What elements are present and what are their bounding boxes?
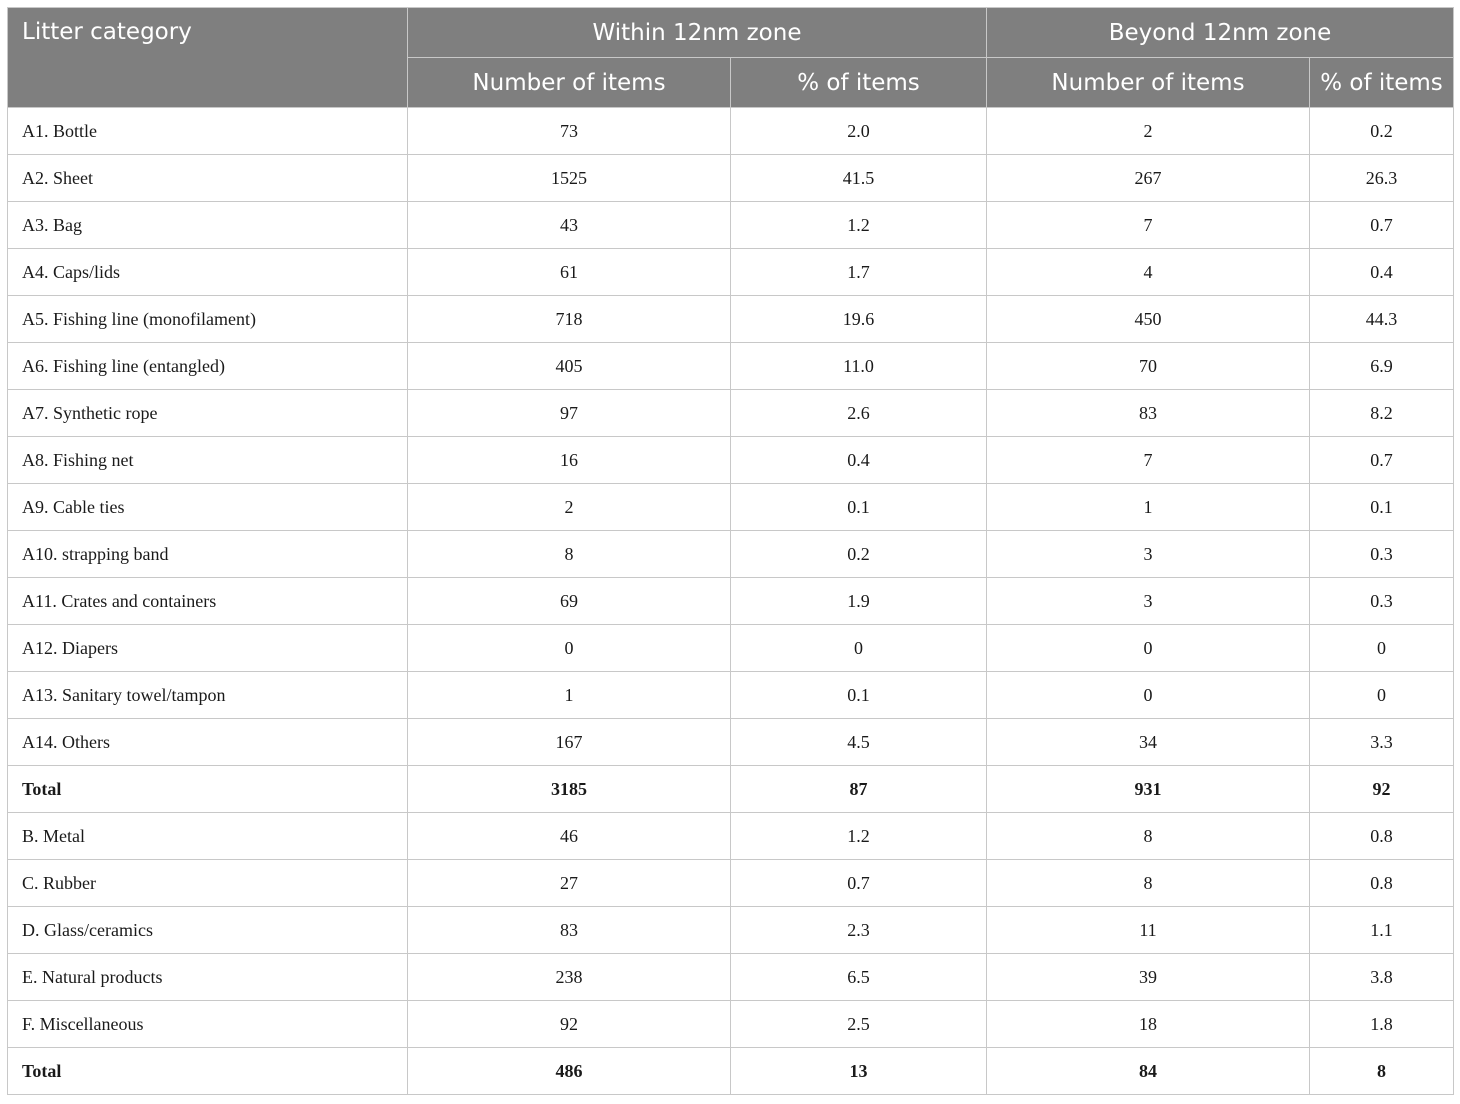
cell-within-percent: 4.5 xyxy=(731,719,987,766)
cell-litter-category: A6. Fishing line (entangled) xyxy=(8,343,408,390)
litter-table xyxy=(7,7,1454,1095)
cell-beyond-number: 2 xyxy=(987,108,1310,155)
table-row-total xyxy=(8,766,1454,813)
table-row xyxy=(8,343,1454,390)
cell-beyond-percent: 0.1 xyxy=(1310,484,1454,531)
cell-within-number: 83 xyxy=(408,907,731,954)
header-beyond-12nm-zone: Beyond 12nm zone xyxy=(987,8,1454,58)
header-row-groups xyxy=(8,8,1454,58)
cell-within-number: 27 xyxy=(408,860,731,907)
cell-within-percent: 0.1 xyxy=(731,484,987,531)
header-beyond-percent-of-items: % of items xyxy=(1310,58,1454,108)
cell-within-number: 1 xyxy=(408,672,731,719)
cell-within-number: 43 xyxy=(408,202,731,249)
cell-beyond-percent: 0.4 xyxy=(1310,249,1454,296)
table-row xyxy=(8,578,1454,625)
table-row xyxy=(8,531,1454,578)
cell-beyond-number: 83 xyxy=(987,390,1310,437)
cell-beyond-number: 0 xyxy=(987,625,1310,672)
cell-within-percent: 2.3 xyxy=(731,907,987,954)
cell-litter-category: A8. Fishing net xyxy=(8,437,408,484)
cell-within-number: 167 xyxy=(408,719,731,766)
cell-within-number: 46 xyxy=(408,813,731,860)
cell-litter-category: A12. Diapers xyxy=(8,625,408,672)
cell-beyond-percent: 0.8 xyxy=(1310,813,1454,860)
cell-litter-category: A9. Cable ties xyxy=(8,484,408,531)
cell-beyond-percent: 44.3 xyxy=(1310,296,1454,343)
cell-beyond-percent: 1.8 xyxy=(1310,1001,1454,1048)
cell-litter-category: A11. Crates and containers xyxy=(8,578,408,625)
cell-within-number: 238 xyxy=(408,954,731,1001)
cell-litter-category: A14. Others xyxy=(8,719,408,766)
cell-within-percent: 0 xyxy=(731,625,987,672)
cell-litter-category: A1. Bottle xyxy=(8,108,408,155)
cell-beyond-percent: 0.3 xyxy=(1310,531,1454,578)
table-row xyxy=(8,155,1454,202)
cell-within-percent: 0.4 xyxy=(731,437,987,484)
table-row xyxy=(8,437,1454,484)
cell-within-percent: 2.5 xyxy=(731,1001,987,1048)
cell-beyond-number: 70 xyxy=(987,343,1310,390)
cell-within-percent: 19.6 xyxy=(731,296,987,343)
header-within-percent-of-items: % of items xyxy=(731,58,987,108)
cell-beyond-percent: 0.8 xyxy=(1310,860,1454,907)
table-body xyxy=(8,108,1454,1095)
table-row xyxy=(8,860,1454,907)
cell-beyond-percent: 8 xyxy=(1310,1048,1454,1095)
cell-within-number: 3185 xyxy=(408,766,731,813)
cell-beyond-number: 84 xyxy=(987,1048,1310,1095)
cell-litter-category: F. Miscellaneous xyxy=(8,1001,408,1048)
table-row xyxy=(8,202,1454,249)
cell-within-number: 405 xyxy=(408,343,731,390)
cell-beyond-percent: 1.1 xyxy=(1310,907,1454,954)
cell-beyond-number: 3 xyxy=(987,578,1310,625)
cell-beyond-number: 931 xyxy=(987,766,1310,813)
table-row xyxy=(8,1001,1454,1048)
table-row xyxy=(8,390,1454,437)
cell-litter-category: A7. Synthetic rope xyxy=(8,390,408,437)
cell-within-percent: 11.0 xyxy=(731,343,987,390)
cell-beyond-percent: 0.3 xyxy=(1310,578,1454,625)
cell-litter-category: Total xyxy=(8,1048,408,1095)
cell-within-number: 0 xyxy=(408,625,731,672)
cell-litter-category: B. Metal xyxy=(8,813,408,860)
cell-beyond-number: 450 xyxy=(987,296,1310,343)
table-row xyxy=(8,296,1454,343)
cell-beyond-number: 3 xyxy=(987,531,1310,578)
cell-beyond-number: 8 xyxy=(987,813,1310,860)
cell-within-number: 61 xyxy=(408,249,731,296)
cell-beyond-number: 11 xyxy=(987,907,1310,954)
cell-beyond-percent: 6.9 xyxy=(1310,343,1454,390)
cell-beyond-percent: 8.2 xyxy=(1310,390,1454,437)
table-row-total xyxy=(8,1048,1454,1095)
cell-litter-category: E. Natural products xyxy=(8,954,408,1001)
cell-beyond-percent: 3.8 xyxy=(1310,954,1454,1001)
cell-within-number: 69 xyxy=(408,578,731,625)
cell-beyond-number: 34 xyxy=(987,719,1310,766)
cell-within-percent: 0.2 xyxy=(731,531,987,578)
cell-within-percent: 1.2 xyxy=(731,202,987,249)
cell-litter-category: A5. Fishing line (monofilament) xyxy=(8,296,408,343)
table-row xyxy=(8,907,1454,954)
cell-beyond-number: 0 xyxy=(987,672,1310,719)
table-row xyxy=(8,249,1454,296)
cell-litter-category: A4. Caps/lids xyxy=(8,249,408,296)
table-row xyxy=(8,625,1454,672)
table-row xyxy=(8,108,1454,155)
cell-within-number: 73 xyxy=(408,108,731,155)
cell-litter-category: A2. Sheet xyxy=(8,155,408,202)
table-row xyxy=(8,719,1454,766)
cell-within-number: 97 xyxy=(408,390,731,437)
cell-litter-category: D. Glass/ceramics xyxy=(8,907,408,954)
table-row xyxy=(8,672,1454,719)
cell-litter-category: Total xyxy=(8,766,408,813)
cell-beyond-number: 267 xyxy=(987,155,1310,202)
cell-beyond-number: 18 xyxy=(987,1001,1310,1048)
cell-within-percent: 1.7 xyxy=(731,249,987,296)
cell-beyond-number: 1 xyxy=(987,484,1310,531)
cell-litter-category: A10. strapping band xyxy=(8,531,408,578)
cell-beyond-number: 8 xyxy=(987,860,1310,907)
header-within-12nm-zone: Within 12nm zone xyxy=(408,8,987,58)
cell-beyond-percent: 0.2 xyxy=(1310,108,1454,155)
cell-beyond-number: 7 xyxy=(987,202,1310,249)
cell-beyond-number: 39 xyxy=(987,954,1310,1001)
cell-within-percent: 1.2 xyxy=(731,813,987,860)
cell-within-number: 1525 xyxy=(408,155,731,202)
table-header xyxy=(8,8,1454,108)
cell-within-number: 486 xyxy=(408,1048,731,1095)
cell-within-number: 92 xyxy=(408,1001,731,1048)
cell-beyond-number: 4 xyxy=(987,249,1310,296)
cell-within-percent: 6.5 xyxy=(731,954,987,1001)
cell-within-number: 16 xyxy=(408,437,731,484)
cell-beyond-percent: 0.7 xyxy=(1310,437,1454,484)
table-row xyxy=(8,813,1454,860)
cell-within-percent: 0.1 xyxy=(731,672,987,719)
header-within-number-of-items: Number of items xyxy=(408,58,731,108)
cell-beyond-percent: 92 xyxy=(1310,766,1454,813)
cell-within-percent: 13 xyxy=(731,1048,987,1095)
cell-beyond-percent: 0 xyxy=(1310,672,1454,719)
cell-beyond-percent: 26.3 xyxy=(1310,155,1454,202)
cell-litter-category: A3. Bag xyxy=(8,202,408,249)
cell-beyond-percent: 0.7 xyxy=(1310,202,1454,249)
cell-within-number: 2 xyxy=(408,484,731,531)
cell-within-percent: 2.0 xyxy=(731,108,987,155)
cell-within-number: 8 xyxy=(408,531,731,578)
cell-within-percent: 41.5 xyxy=(731,155,987,202)
cell-within-percent: 2.6 xyxy=(731,390,987,437)
cell-within-percent: 87 xyxy=(731,766,987,813)
cell-within-percent: 0.7 xyxy=(731,860,987,907)
cell-beyond-percent: 3.3 xyxy=(1310,719,1454,766)
cell-within-percent: 1.9 xyxy=(731,578,987,625)
cell-within-number: 718 xyxy=(408,296,731,343)
cell-beyond-number: 7 xyxy=(987,437,1310,484)
table-row xyxy=(8,954,1454,1001)
header-beyond-number-of-items: Number of items xyxy=(987,58,1310,108)
header-litter-category: Litter category xyxy=(8,8,408,108)
cell-litter-category: A13. Sanitary towel/tampon xyxy=(8,672,408,719)
cell-beyond-percent: 0 xyxy=(1310,625,1454,672)
table-row xyxy=(8,484,1454,531)
cell-litter-category: C. Rubber xyxy=(8,860,408,907)
